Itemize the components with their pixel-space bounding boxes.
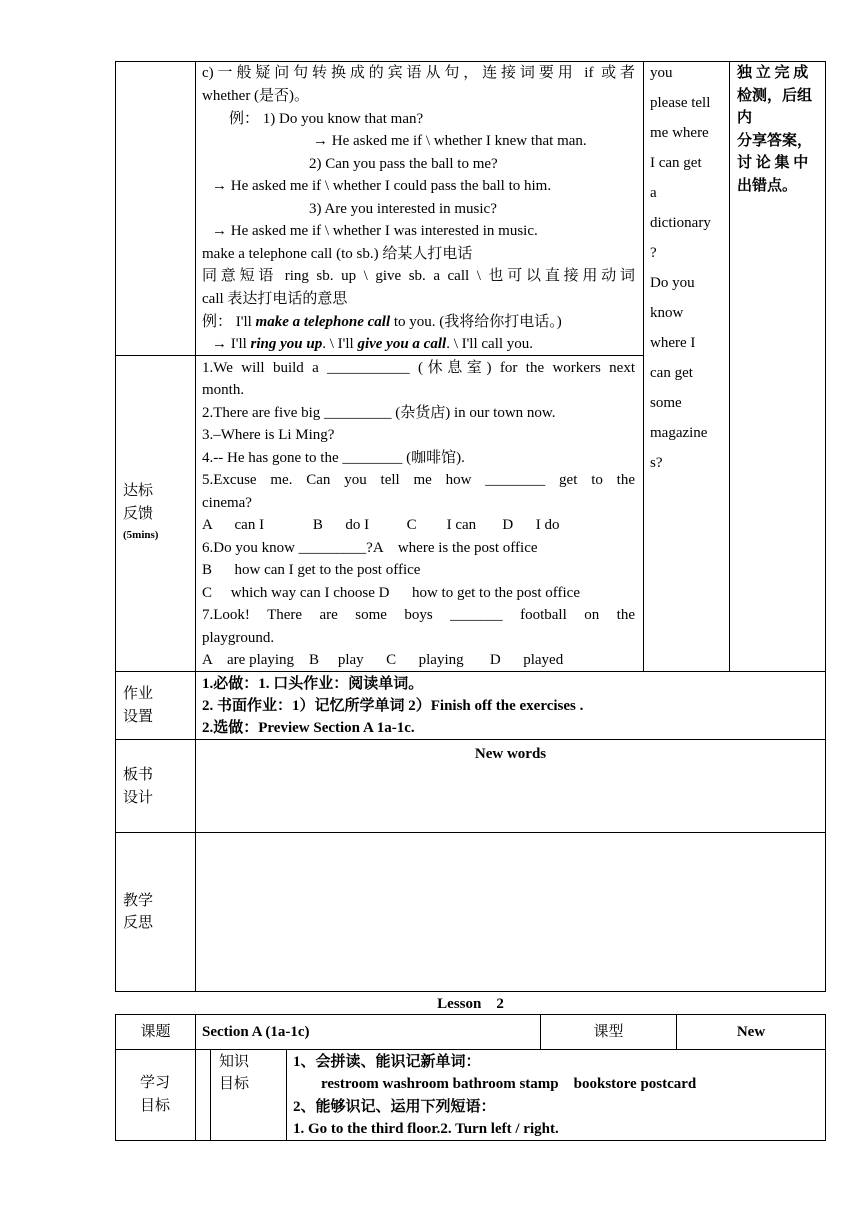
exercise-line: A are playing B play C playing D played (202, 652, 564, 668)
topic-value: Section A (1a-1c) (202, 1024, 310, 1040)
feedback-time: (5mins) (123, 529, 159, 541)
text-line: can get (650, 365, 693, 381)
exercise-line: 2.There are five big _________ (杂货店) in our town now. (202, 405, 556, 421)
exercise-line: cinema? (202, 495, 252, 511)
text-line: make a telephone call (to sb.) 给某人打电话 (202, 246, 473, 262)
example-line: → I'll ring you up. \ I'll give you a call. \ I'll call you. (212, 336, 534, 352)
exercise-line: C which way can I choose D how to get to the post office (202, 585, 580, 601)
reflection-label: 反思 (123, 915, 154, 931)
goal-line: 1. Go to the third floor.2. Turn left / right. (293, 1121, 559, 1137)
text-line: know (650, 305, 684, 321)
goal-line: 1、会拼读、能识记新单词： (293, 1054, 481, 1070)
text-line: → He asked me if \ whether I could pass the ball to him. (212, 178, 552, 194)
text-line: 分享答案， (737, 133, 813, 149)
exercise-line: 4.-- He has gone to the ________ (咖啡馆). (202, 450, 465, 466)
text-line: 同意短语 ring sb. up \ give sb. a call \ 也可以直接用动词 (202, 268, 635, 284)
board-title: New words (474, 746, 547, 762)
exercise-line: B how can I get to the post office (202, 562, 421, 578)
text-line: c)一般疑问句转换成的宾语从句，连接词要用 if 或者 (202, 65, 635, 81)
text-line: a (650, 185, 657, 201)
text-line: 独 立 完 成 (737, 65, 809, 81)
board-label: 设计 (123, 790, 154, 806)
exercise-line: month. (202, 382, 245, 398)
text-line: where I (650, 335, 696, 351)
text-line: dictionary (650, 215, 711, 231)
type-label: 课型 (593, 1024, 624, 1040)
exercise-line: A can I B do I C I can D I do (202, 517, 560, 533)
text-line: I can get (650, 155, 702, 171)
exercise-line: playground. (202, 630, 275, 646)
knowledge-label: 知识 (219, 1054, 250, 1070)
homework-line: 1.必做：1. 口头作业：阅读单词。 (202, 676, 424, 692)
text-line: 内 (737, 110, 753, 126)
exercise-line: 5.Excuse me. Can you tell me how ________ get to the (202, 472, 635, 488)
text-line: whether (是否)。 (202, 88, 310, 104)
board-label: 板书 (123, 767, 154, 783)
text-line: some (650, 395, 682, 411)
feedback-label: 达标 (123, 483, 154, 499)
homework-line: 2.选做：Preview Section A 1a-1c. (202, 720, 415, 736)
feedback-label: 反馈 (123, 506, 154, 522)
text-line: 例： 1) Do you know that man? (229, 111, 424, 127)
text-line: → He asked me if \ whether I was interested in music. (212, 223, 538, 239)
lesson-title: Lesson 2 (437, 996, 504, 1012)
homework-line: 2. 书面作业：1）记忆所学单词 2）Finish off the exercises . (202, 698, 584, 714)
exercise-line: 6.Do you know _________?A where is the post office (202, 540, 538, 556)
goal-label: 学习 (140, 1075, 171, 1091)
topic-label: 课题 (140, 1024, 171, 1040)
text-line: please tell (650, 95, 711, 111)
text-line: magazine (650, 425, 708, 441)
exercise-line: 3.–Where is Li Ming? (202, 427, 335, 443)
text-line: ? (650, 245, 657, 261)
text-line: → He asked me if \ whether I knew that man. (313, 133, 587, 149)
goal-line: restroom washroom bathroom stamp bookstore postcard (321, 1076, 697, 1092)
knowledge-label: 目标 (219, 1076, 250, 1092)
text-line: 出错点。 (737, 178, 798, 194)
reflection-label: 教学 (123, 893, 154, 909)
text-line: 2) Can you pass the ball to me? (309, 156, 498, 172)
exercise-line: 7.Look! There are some boys _______ football on the (202, 607, 635, 623)
text-line: me where (650, 125, 709, 141)
text-line: 3) Are you interested in music? (309, 201, 497, 217)
text-line: 检测，后组 (737, 88, 813, 104)
homework-label: 设置 (123, 709, 154, 725)
homework-label: 作业 (123, 686, 154, 702)
text-line: 讨 论 集 中 (737, 155, 809, 171)
exercise-line: 1.We will build a ___________ (休息室) for the workers next (202, 360, 635, 376)
text-line: Do you (650, 275, 695, 291)
goal-label: 目标 (140, 1098, 171, 1114)
goal-line: 2、能够识记、运用下列短语： (293, 1099, 496, 1115)
text-line: you (650, 65, 673, 81)
example-line: 例： I'll make a telephone call to you. (我将给你打电话。) (202, 314, 562, 330)
text-line: call 表达打电话的意思 (202, 291, 348, 307)
text-line: s? (650, 455, 663, 471)
type-value: New (736, 1024, 766, 1040)
